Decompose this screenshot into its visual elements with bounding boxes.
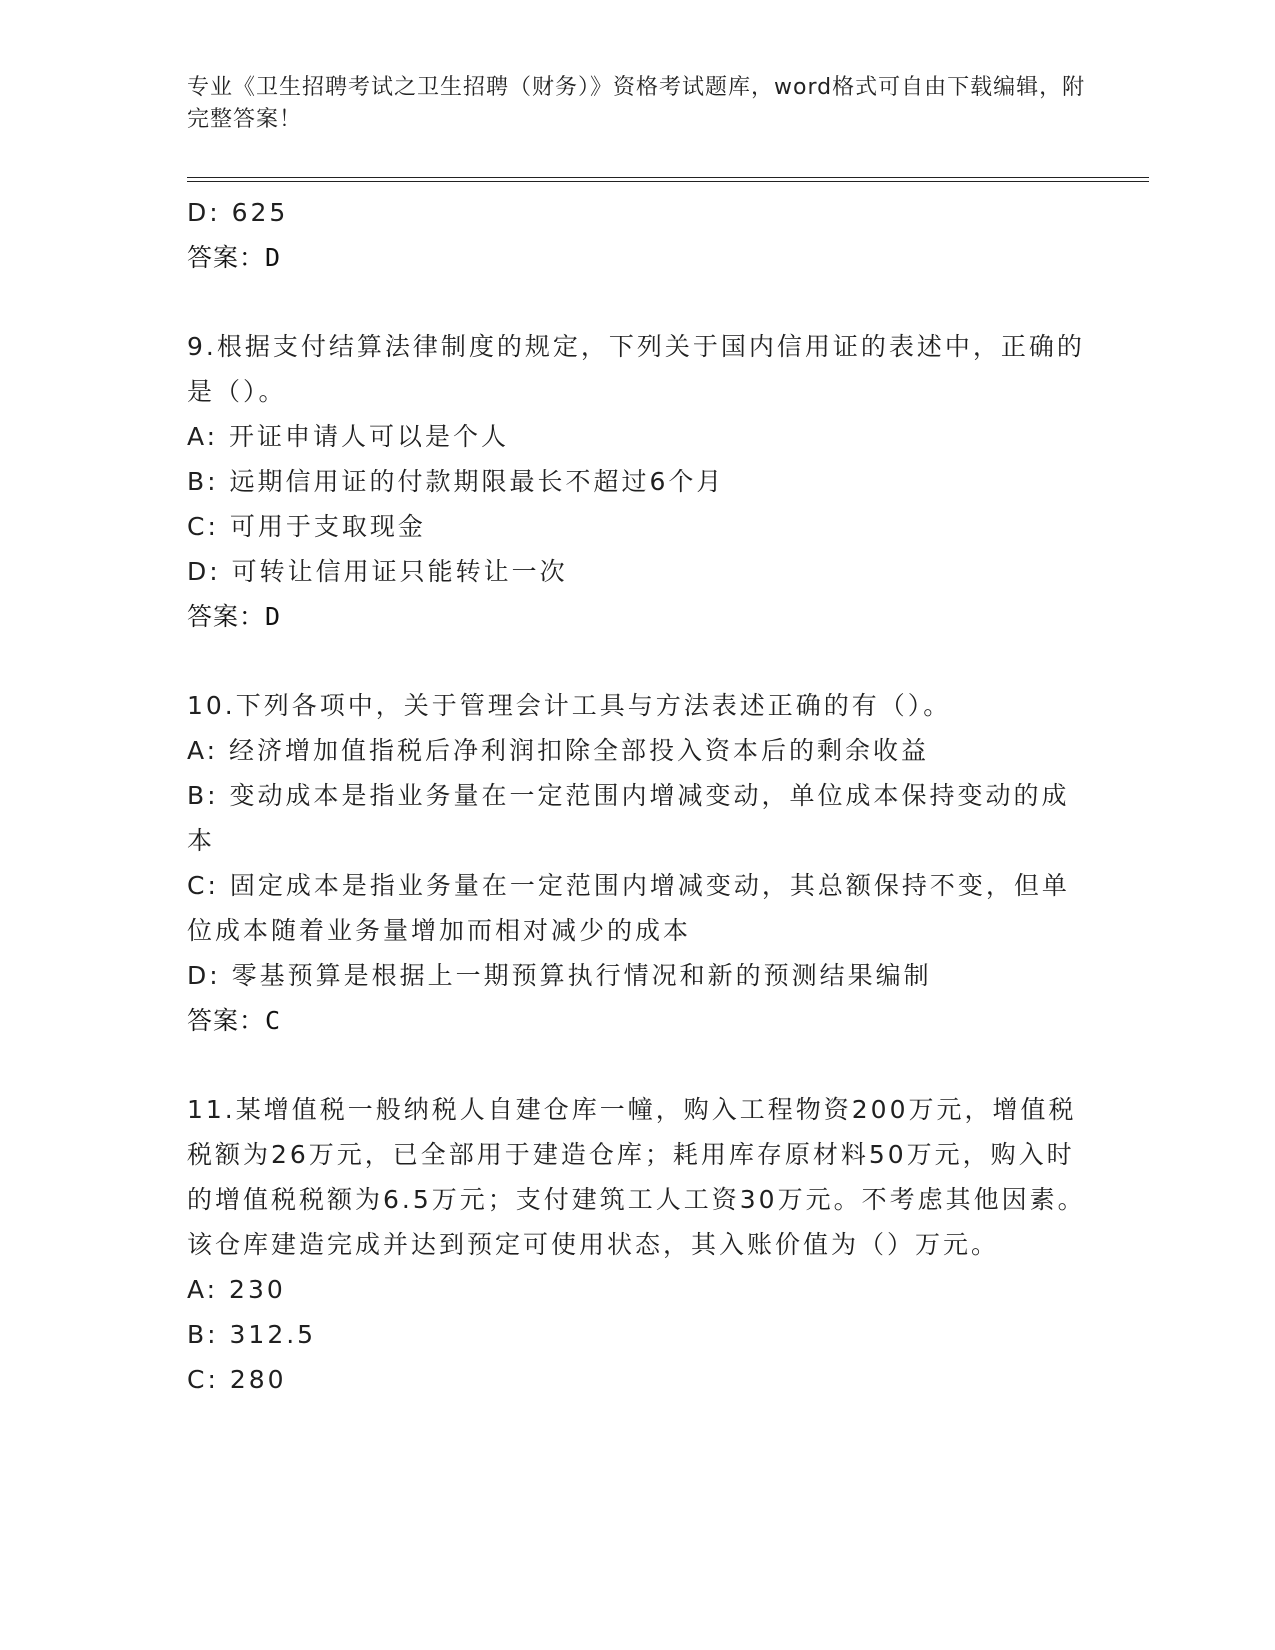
q11-option-c: C: 280 (187, 1365, 287, 1394)
spacer (187, 639, 1087, 683)
q10-option-b: B: 变动成本是指业务量在一定范围内增减变动，单位成本保持变动的成本 (187, 781, 1070, 855)
question-content (187, 190, 1087, 1402)
q9-option-d: D: 可转让信用证只能转让一次 (187, 557, 568, 586)
spacer (187, 280, 1087, 324)
q10-option-d: D: 零基预算是根据上一期预算执行情况和新的预测结果编制 (187, 961, 932, 990)
q10-stem: 10.下列各项中，关于管理会计工具与方法表述正确的有（）。 (187, 691, 952, 720)
page-header (187, 72, 1087, 136)
q10-option-a: A: 经济增加值指税后净利润扣除全部投入资本后的剩余收益 (187, 736, 930, 765)
spacer (187, 1043, 1087, 1087)
q9-stem: 9.根据支付结算法律制度的规定，下列关于国内信用证的表述中，正确的是（）。 (187, 332, 1085, 406)
header-divider-bottom (187, 181, 1149, 182)
q11-option-b: B: 312.5 (187, 1320, 317, 1349)
prev-answer: 答案：D (187, 243, 282, 272)
q11-stem: 11.某增值税一般纳税人自建仓库一幢，购入工程物资200万元，增值税税额为26万元，已全部用于建造仓库；耗用库存原材料50万元，购入时的增值税税额为6.5万元；支付建筑工人工资30万元。不考虑其他因素。该仓库建造完成并达到预定可使用状态，其入账价值为（）万元。 (187, 1095, 1086, 1259)
header-text: 专业《卫生招聘考试之卫生招聘（财务）》资格考试题库，word格式可自由下载编辑，附完整答案！ (187, 75, 1086, 132)
q9-answer: 答案：D (187, 602, 282, 631)
q9-option-b: B: 远期信用证的付款期限最长不超过6个月 (187, 467, 725, 496)
q9-option-c: C: 可用于支取现金 (187, 512, 426, 541)
prev-option-d: D: 625 (187, 198, 289, 227)
header-divider-top (187, 177, 1149, 178)
q10-answer: 答案：C (187, 1006, 282, 1035)
q9-option-a: A: 开证申请人可以是个人 (187, 422, 510, 451)
q10-option-c: C: 固定成本是指业务量在一定范围内增减变动，其总额保持不变，但单位成本随着业务量增加而相对减少的成本 (187, 871, 1070, 945)
q11-option-a: A: 230 (187, 1275, 286, 1304)
